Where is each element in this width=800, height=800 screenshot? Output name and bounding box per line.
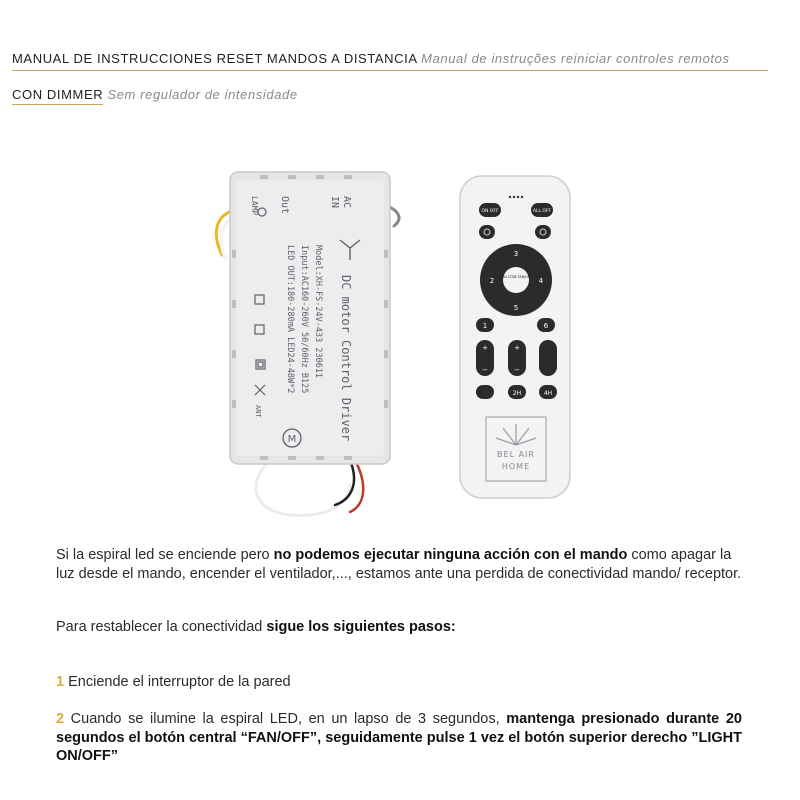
steps-intro-emphasis: sigue los siguientes pasos: [266, 619, 456, 635]
remote-button-1: 1 [482, 322, 488, 330]
driver-output: LED OUT:180-280mA LED24-48W*2 [285, 245, 295, 394]
driver-label-lamp: LAMP [250, 196, 259, 216]
breeze-button [476, 385, 494, 399]
control-driver [230, 172, 390, 464]
step-2 [56, 710, 742, 766]
remote-control [460, 176, 570, 498]
title-spanish: MANUAL DE INSTRUCCIONES RESET MANDOS A DISTANCIA [12, 51, 417, 66]
driver-input: Input:AC160-260V 50/60Hz B125 [299, 245, 309, 394]
subtitle-portuguese: Sem regulador de intensidade [107, 87, 298, 102]
remote-all-off-button: ALL OFF [532, 209, 552, 214]
remote-on-off-button: ON OFF [481, 209, 499, 214]
remote-button-4h: 4H [543, 390, 553, 397]
product-photo [200, 160, 600, 530]
svg-text:−: − [482, 366, 488, 374]
svg-text:−: − [514, 366, 520, 374]
remote-button-5: 5 [513, 304, 519, 312]
remote-button-6: 6 [543, 322, 549, 330]
document-subtitle [12, 86, 298, 106]
remote-button-4: 4 [538, 277, 544, 285]
step-2-number: 2 [56, 711, 65, 727]
driver-label-out: Out [279, 196, 290, 215]
document-title [12, 50, 768, 71]
title-portuguese: Manual de instruções reiniciar controles remotos [421, 51, 730, 66]
driver-label-ant: ANT [254, 405, 262, 418]
step-1 [56, 673, 742, 692]
svg-text:+: + [482, 344, 488, 352]
step-1-number: 1 [56, 674, 65, 690]
mode-rocker [539, 340, 557, 376]
remote-button-3: 3 [513, 250, 519, 258]
remote-center-button [503, 267, 529, 293]
step-2-emphasis: mantenga presionado durante 20 segundos el botón central “FAN/OFF”, seguidamente pulse 1 vez el botón superior derecho ”LIGHT ON/OFF” [56, 711, 742, 764]
svg-text:+: + [514, 344, 520, 352]
step-1-text: Enciende el interruptor de la pared [64, 674, 291, 690]
intro-paragraph: Si la espiral led se enciende pero no podemos ejecutar ninguna acción con el mando como apagar la luz desde el mando, encender el ventilador,..., estamos ante una perdida de conectividad mando/ receptor. [56, 547, 742, 582]
driver-label-in: IN [329, 196, 340, 209]
driver-model: Model:XH-FS-24V-433 230611 [313, 245, 323, 379]
steps-intro: Para restablecer la conectividad sigue los siguientes pasos: [56, 619, 456, 635]
brand-name-line1: BEL AIR [497, 450, 535, 459]
intro-emphasis: no podemos ejecutar ninguna acción con el mando [273, 547, 628, 563]
remote-center-label: FAN CODE FAN/OFF [500, 275, 532, 279]
remote-button-2h: 2H [512, 390, 522, 397]
brand-name-line2: HOME [501, 462, 531, 471]
svg-text:M: M [287, 434, 297, 445]
remote-button-2: 2 [489, 277, 495, 285]
step-2-text: Cuando se ilumine la espiral LED, en un lapso de 3 segundos, [64, 711, 507, 727]
subtitle-spanish: CON DIMMER [12, 87, 103, 105]
driver-label-ac: AC [341, 196, 352, 209]
driver-title: DC motor Control Driver [339, 275, 353, 442]
